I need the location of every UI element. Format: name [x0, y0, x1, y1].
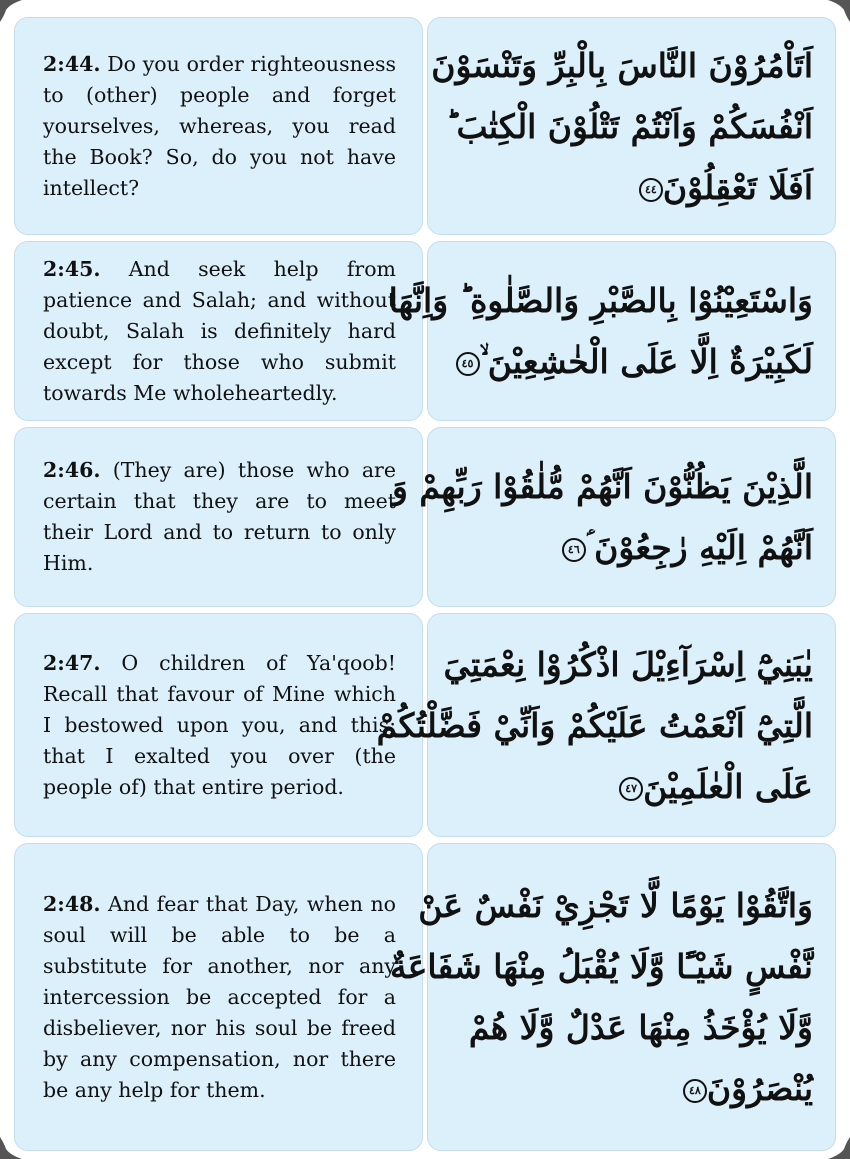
arabic-card [376, 613, 836, 837]
arabic-line: وَاتَّقُوْا يَوْمًا لَّا تَجْزِيْ نَفْسٌ عَنْ [418, 886, 813, 925]
verse-number: 2:44. [43, 51, 101, 76]
translation-card [14, 241, 423, 421]
arabic-line: اَنْفُسَكُمْ وَاَنْتُمْ تَتْلُوْنَ الْكِتٰبَ ؕ [446, 106, 813, 146]
translation-card [14, 17, 423, 235]
verse-translation: (They are) those who are certain that they are to meet their Lord and to return to only Him. [43, 458, 396, 575]
arabic-line: يُنْصَرُوْنَ [706, 1069, 813, 1108]
verse-end-marker: ٤٤ [639, 178, 663, 202]
verse-number: 2:48. [43, 891, 101, 916]
arabic-text [376, 634, 835, 817]
arabic-text [388, 270, 835, 392]
verse-translation: O children of Ya'qoob! Recall that favour of Mine which I bestowed upon you, and this; that I exalted you over (the people of) that entire period. [43, 650, 396, 799]
verse-grid [14, 17, 836, 1151]
verse-number: 2:45. [43, 256, 101, 281]
arabic-line: اَتَاْمُرُوْنَ النَّاسَ بِالْبِرِّ وَتَنْسَوْنَ [431, 45, 813, 85]
verse-translation: And fear that Day, when no soul will be able to be a substitute for another, nor any intercession be accepted for a disbeliever, nor his soul be freed by any compensation, nor there be any help for them. [43, 891, 396, 1102]
translation-text [15, 889, 422, 1106]
arabic-card [427, 17, 836, 235]
arabic-line: يٰبَنِيْٓ اِسْرَآءِيْلَ اذْكُرُوْا نِعْمَتِيَ [443, 644, 813, 684]
arabic-text [391, 456, 835, 578]
verse-end-marker: ٤٨ [683, 1079, 707, 1103]
arabic-line: لَكَبِيْرَةٌ اِلَّا عَلَى الْخٰشِعِيْنَ ۙ [479, 342, 813, 381]
translation-card [14, 427, 423, 607]
arabic-line: وَاسْتَعِيْنُوْا بِالصَّبْرِ وَالصَّلٰوةِ ؕ وَاِنَّهَا [388, 281, 813, 320]
arabic-card [391, 427, 836, 607]
arabic-line: الَّذِيْنَ يَظُنُّوْنَ اَنَّهُمْ مُّلٰقُوْا رَبِّهِمْ وَ [391, 467, 813, 506]
verse-end-marker: ٤٦ [562, 538, 586, 562]
translation-text [15, 254, 422, 409]
verse-number: 2:47. [43, 650, 101, 675]
verse-number: 2:46. [43, 458, 101, 482]
translation-card [14, 843, 423, 1151]
verse-translation: Do you order righteousness to (other) people and forget yourselves, whereas, you read the Book? So, do you not have intellect? [43, 51, 396, 200]
verse-translation: And seek help from patience and Salah; and without doubt, Salah is definitely hard except for those who submit towards Me wholeheartedly. [43, 256, 396, 405]
arabic-line: اَفَلَا تَعْقِلُوْنَ [662, 167, 813, 207]
arabic-line: اَنَّهُمْ اِلَيْهِ رٰجِعُوْنَ ؑ [585, 528, 813, 567]
arabic-text [428, 35, 835, 218]
translation-text [15, 49, 422, 204]
arabic-line: نَّفْسٍ شَيْـًٔا وَّلَا يُقْبَلُ مِنْهَا شَفَاعَةٌ [390, 947, 813, 986]
translation-text [15, 455, 422, 579]
translation-text [15, 648, 422, 803]
arabic-card [388, 241, 836, 421]
translation-card [14, 613, 423, 837]
arabic-line: وَّلَا يُؤْخَذُ مِنْهَا عَدْلٌ وَّلَا هُمْ [468, 1008, 813, 1047]
verse-end-marker: ٤٧ [619, 777, 643, 801]
arabic-line: الَّتِيْٓ اَنْعَمْتُ عَلَيْكُمْ وَاَنِّيْ فَضَّلْتُكُمْ [376, 705, 813, 745]
arabic-card [390, 843, 836, 1151]
verse-end-marker: ٤٥ [456, 352, 480, 376]
arabic-line: عَلَى الْعٰلَمِيْنَ [643, 766, 813, 806]
arabic-text [390, 875, 835, 1119]
